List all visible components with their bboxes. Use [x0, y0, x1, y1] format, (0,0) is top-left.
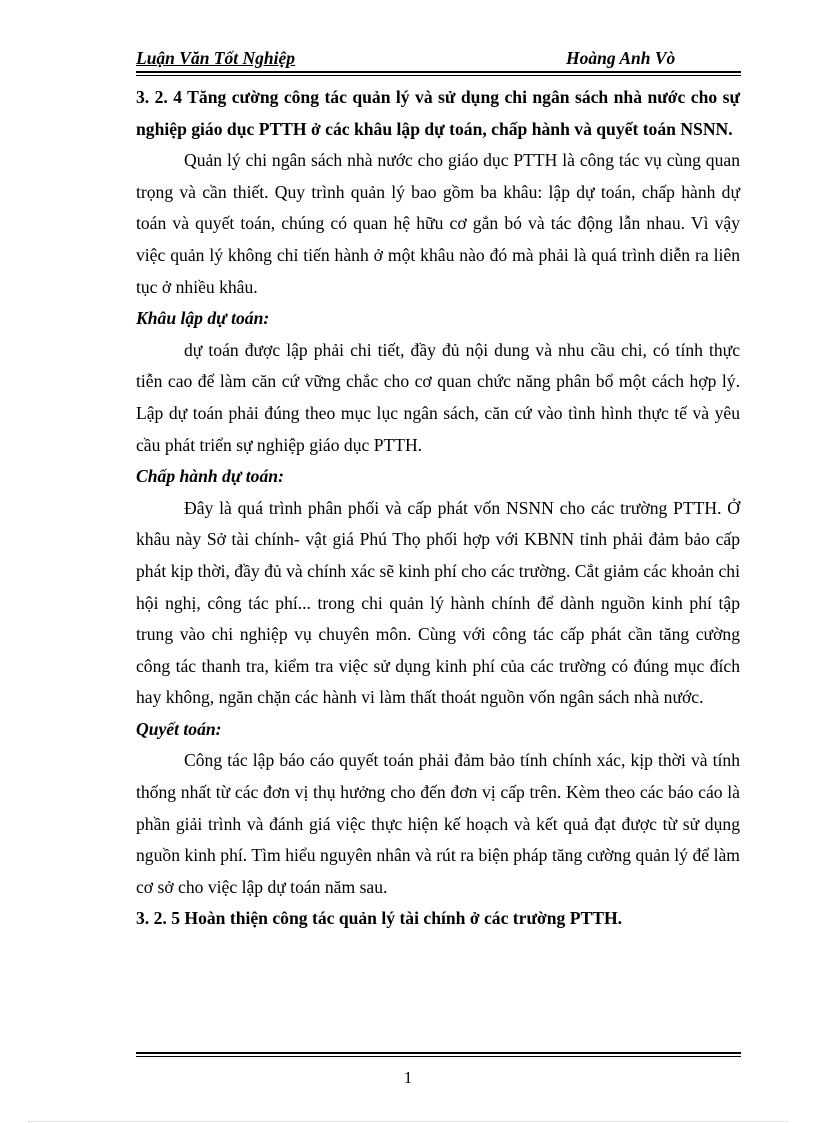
header-rule	[136, 71, 741, 76]
subheading-quyet-toan: Quyết toán:	[136, 718, 222, 739]
header-author-name: Hoàng Anh Vò	[566, 48, 676, 68]
page-body	[136, 82, 740, 935]
page-bottom-border	[28, 1121, 788, 1122]
paragraph-chap-hanh-du-toan: Đây là quá trình phân phối và cấp phát vốn NSNN cho các trường PTTH. Ở khâu này Sở tài chính- vật giá Phú Thọ phối hợp với KBNN tỉnh phải đảm bảo cấp phát kịp thời, đầy đủ và chính xác sẽ kinh phí cho các trường. Cắt giảm các khoản chi hội nghị, công tác phí... trong chi quản lý hành chính để dành nguồn kinh phí tập trung vào chi nghiệp vụ chuyên môn. Cùng với công tác cấp phát cần tăng cường công tác thanh tra, kiểm tra việc sử dụng kinh phí của các trường có đúng mục đích hay không, ngăn chặn các hành vi làm thất thoát nguồn vốn ngân sách nhà nước.	[136, 497, 740, 708]
footer-rule	[136, 1052, 741, 1057]
paragraph-quyet-toan: Công tác lập báo cáo quyết toán phải đảm bảo tính chính xác, kịp thời và tính thống nhất từ các đơn vị thụ hưởng cho đến đơn vị cấp trên. Kèm theo các báo cáo là phần giải trình và đánh giá việc thực hiện kế hoạch và kết quả đạt được từ sử dụng nguồn kinh phí. Tìm hiểu nguyên nhân và rút ra biện pháp tăng cường quản lý để làm cơ sở cho việc lập dự toán năm sau.	[136, 750, 740, 897]
paragraph-lap-du-toan: dự toán được lập phải chi tiết, đầy đủ nội dung và nhu cầu chi, có tính thực tiễn cao để làm căn cứ vững chắc cho cơ quan chức năng phân bổ một cách hợp lý. Lập dự toán phải đúng theo mục lục ngân sách, căn cứ vào tình hình thực tế và yêu cầu phát triển sự nghiệp giáo dục PTTH.	[136, 339, 740, 455]
header-thesis-title: Luận Văn Tốt Nghiệp	[136, 48, 295, 68]
section-heading-3-2-5: 3. 2. 5 Hoàn thiện công tác quản lý tài chính ở các trường PTTH.	[136, 908, 623, 929]
page-header	[136, 48, 741, 70]
page-number: 1	[403, 1068, 413, 1087]
subheading-chap-hanh-du-toan: Chấp hành dự toán:	[136, 466, 284, 487]
intro-paragraph: Quản lý chi ngân sách nhà nước cho giáo dục PTTH là công tác vụ cùng quan trọng và cần thiết. Quy trình quản lý bao gồm ba khâu: lập dự toán, chấp hành dự toán và quyết toán, chúng có quan hệ hữu cơ gắn bó và tác động lẫn nhau. Vì vậy việc quản lý không chỉ tiến hành ở một khâu nào đó mà phải là quá trình diễn ra liên tục ở nhiều khâu.	[136, 150, 740, 297]
subheading-lap-du-toan: Khâu lập dự toán:	[136, 308, 270, 329]
section-heading-3-2-4: 3. 2. 4 Tăng cường công tác quản lý và sử dụng chi ngân sách nhà nước cho sự nghiệp giáo dục PTTH ở các khâu lập dự toán, chấp hành và quyết toán NSNN.	[136, 87, 740, 139]
